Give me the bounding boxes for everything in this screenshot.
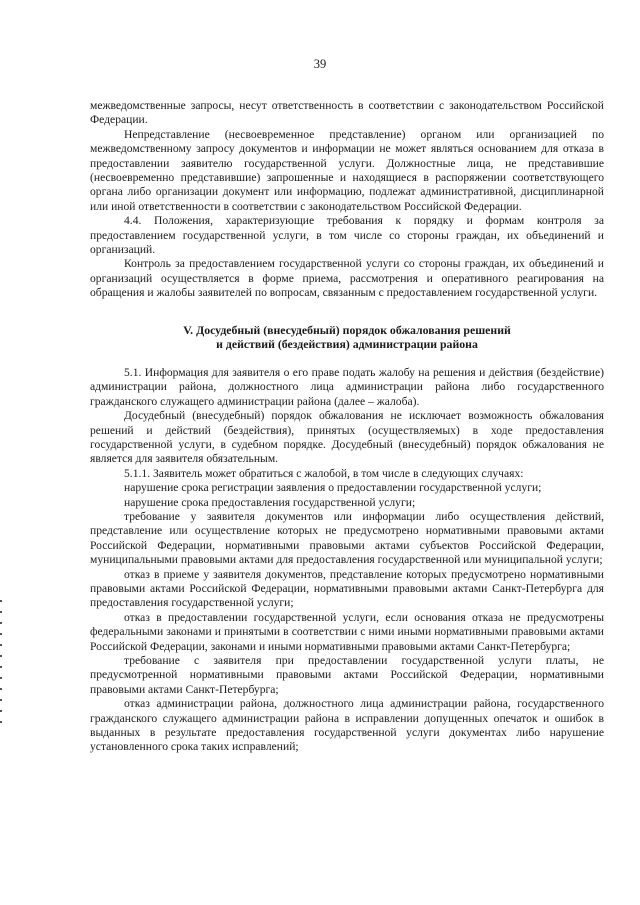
document-body: [90, 99, 604, 755]
paragraph: нарушение срока предоставления государственной услуги;: [124, 495, 416, 509]
paragraph: Контроль за предоставлением государственной услуги со стороны граждан, их объединений и организаций осуществляется в форме приема, рассмотрения и оперативного реагирования на обращения и жалобы заявителей по вопросам, связанным с предоставлением государственной услуги.: [90, 257, 604, 300]
paragraph: Досудебный (внесудебный) порядок обжалования не исключает возможность обжалования решений и действий (бездействия), принятых (осуществляемых) в ходе предоставления государственной услуги, в судебном порядке. Досудебный (внесудебный) порядок обжалования не является для заявителя обязательным.: [90, 409, 604, 466]
paragraph: отказ администрации района, должностного лица администрации района, государственного гражданского служащего администрации района в исправлении допущенных опечаток и ошибок в выданных в результате предоставления государственной услуги документах либо нарушение установленного срока таких исправлений;: [90, 697, 604, 754]
page-number: 39: [313, 57, 327, 71]
paragraph-group-section-5: [90, 366, 604, 755]
paragraph: 5.1. Информация для заявителя о его праве подать жалобу на решения и действия (бездействие) администрации района, должностного лица администрации района либо государственного гражданского служащего администрации района (далее – жалоба).: [90, 365, 604, 408]
section-heading-line-2: и действий (бездействия) администрации района: [216, 337, 478, 352]
paragraph: межведомственные запросы, несут ответственность в соответствии с законодательством Российской Федерации.: [90, 99, 604, 127]
section-heading: [90, 323, 604, 352]
section-heading-line-1: V. Досудебный (внесудебный) порядок обжалования решений: [183, 322, 511, 337]
paragraph: 5.1.1. Заявитель может обратиться с жалобой, в том числе в следующих случаях:: [124, 466, 524, 480]
paragraph: нарушение срока регистрации заявления о предоставлении государственной услуги;: [124, 481, 542, 495]
paragraph-group-section-4: [90, 99, 604, 301]
paragraph: отказ в приеме у заявителя документов, представление которых предусмотрено нормативными правовыми актами Российской Федерации, нормативными правовыми актами Санкт-Петербурга для предоставления государственной услуги;: [90, 567, 604, 610]
paragraph: требование у заявителя документов или информации либо осуществления действий, представление или осуществление которых не предусмотрено нормативными правовыми актами Российской Федерации, нормативными правовыми актами субъектов Российской Федерации, муниципальными правовыми актами для предоставления государственной или муниципальной услуги;: [90, 509, 604, 567]
paragraph: требование с заявителя при предоставлении государственной услуги платы, не предусмотренной нормативными правовыми актами Российской Федерации, нормативными правовыми актами Санкт-Петербурга;: [90, 654, 604, 696]
paragraph: отказ в предоставлении государственной услуги, если основания отказа не предусмотрены федеральными законами и принятыми в соответствии с ними иными нормативными правовыми актами Российской Федерации, законами и иными нормативными правовыми актами Санкт-Петербурга;: [90, 610, 604, 653]
paragraph: 4.4. Положения, характеризующие требования к порядку и формам контроля за предоставлением государственной услуги, в том числе со стороны граждан, их объединений и организаций.: [90, 214, 604, 257]
scan-binding-marks: [0, 600, 3, 720]
paragraph: Непредставление (несвоевременное представление) органом или организацией по межведомственному запросу документов и информации не может являться основанием для отказа в предоставлении заявителю государственной услуги. Должностные лица, не представившие (несвоевременно представившие) запрошенные и находящиеся в распоряжении соответствующего органа либо организации документ или информацию, подлежат административной, дисциплинарной или иной ответственности в соответствии с законодательством Российской Федерации.: [90, 127, 604, 213]
